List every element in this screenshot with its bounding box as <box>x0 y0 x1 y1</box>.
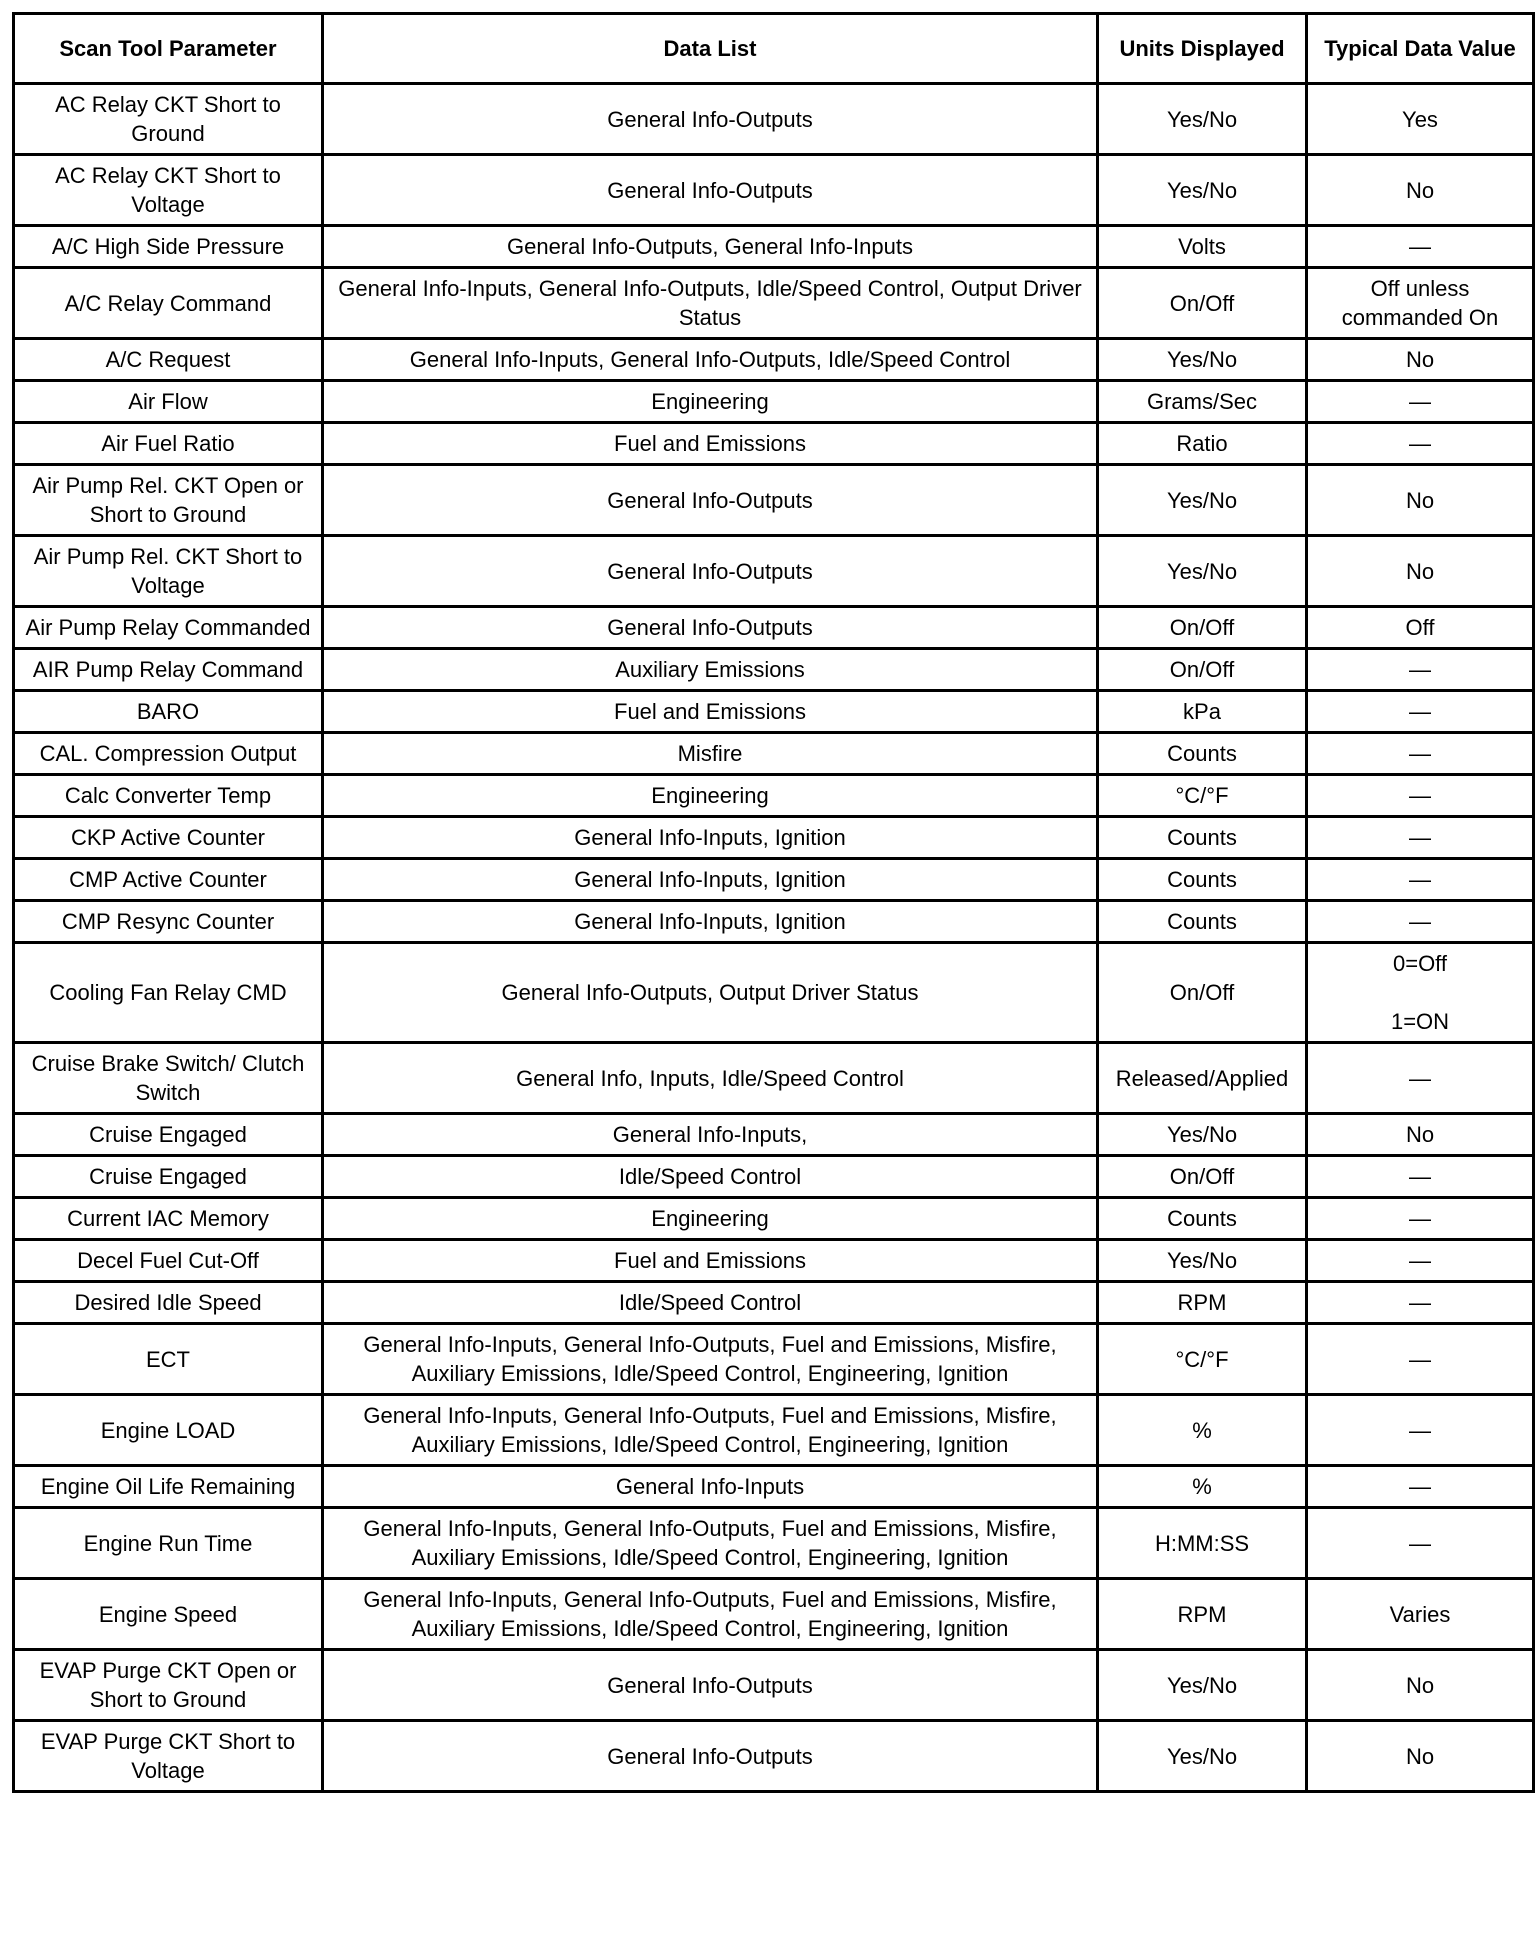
data-list-cell: Fuel and Emissions <box>323 691 1098 733</box>
table-row <box>14 268 1534 339</box>
typical-value-cell: — <box>1307 1198 1534 1240</box>
scan-tool-parameter-table <box>12 12 1535 1793</box>
parameter-cell: EVAP Purge CKT Short to Voltage <box>14 1721 323 1792</box>
parameter-cell: Cruise Engaged <box>14 1114 323 1156</box>
parameter-cell: A/C Relay Command <box>14 268 323 339</box>
table-row <box>14 84 1534 155</box>
table-row <box>14 1721 1534 1792</box>
data-list-cell: General Info-Outputs <box>323 84 1098 155</box>
parameter-cell: CMP Resync Counter <box>14 901 323 943</box>
units-cell: Ratio <box>1098 423 1307 465</box>
parameter-cell: Engine LOAD <box>14 1395 323 1466</box>
data-list-cell: General Info-Outputs, Output Driver Status <box>323 943 1098 1043</box>
data-list-cell: General Info-Inputs, General Info-Outputs, Fuel and Emissions, Misfire, Auxiliary Emissions, Idle/Speed Control, Engineering, Ignition <box>323 1579 1098 1650</box>
parameter-cell: Air Pump Rel. CKT Short to Voltage <box>14 536 323 607</box>
header-parameter: Scan Tool Parameter <box>14 14 323 84</box>
typical-value-cell: Off unless commanded On <box>1307 268 1534 339</box>
header-typical-value: Typical Data Value <box>1307 14 1534 84</box>
table-row <box>14 1324 1534 1395</box>
units-cell: Yes/No <box>1098 1650 1307 1721</box>
data-list-cell: General Info-Inputs, General Info-Outputs, Fuel and Emissions, Misfire, Auxiliary Emissions, Idle/Speed Control, Engineering, Ignition <box>323 1395 1098 1466</box>
typical-value-cell: — <box>1307 691 1534 733</box>
typical-value-cell: No <box>1307 465 1534 536</box>
parameter-cell: BARO <box>14 691 323 733</box>
data-list-cell: Engineering <box>323 381 1098 423</box>
typical-value-cell: — <box>1307 1508 1534 1579</box>
parameter-cell: Decel Fuel Cut-Off <box>14 1240 323 1282</box>
data-list-cell: Engineering <box>323 775 1098 817</box>
parameter-cell: CMP Active Counter <box>14 859 323 901</box>
parameter-cell: AC Relay CKT Short to Ground <box>14 84 323 155</box>
table-row <box>14 775 1534 817</box>
data-list-cell: Idle/Speed Control <box>323 1156 1098 1198</box>
table-row <box>14 1198 1534 1240</box>
parameter-cell: Air Pump Rel. CKT Open or Short to Ground <box>14 465 323 536</box>
units-cell: Yes/No <box>1098 1721 1307 1792</box>
table-row <box>14 1282 1534 1324</box>
header-units: Units Displayed <box>1098 14 1307 84</box>
typical-value-cell: No <box>1307 1721 1534 1792</box>
units-cell: On/Off <box>1098 607 1307 649</box>
units-cell: Volts <box>1098 226 1307 268</box>
data-list-cell: General Info-Inputs, General Info-Outputs, Fuel and Emissions, Misfire, Auxiliary Emissions, Idle/Speed Control, Engineering, Ignition <box>323 1324 1098 1395</box>
units-cell: Yes/No <box>1098 1240 1307 1282</box>
units-cell: Yes/No <box>1098 1114 1307 1156</box>
units-cell: Released/Applied <box>1098 1043 1307 1114</box>
table-row <box>14 859 1534 901</box>
parameter-cell: A/C Request <box>14 339 323 381</box>
table-row <box>14 943 1534 1043</box>
table-row <box>14 1466 1534 1508</box>
data-list-cell: Misfire <box>323 733 1098 775</box>
data-list-cell: General Info-Outputs <box>323 465 1098 536</box>
units-cell: On/Off <box>1098 943 1307 1043</box>
units-cell: On/Off <box>1098 649 1307 691</box>
units-cell: RPM <box>1098 1282 1307 1324</box>
table-row <box>14 1650 1534 1721</box>
typical-value-cell: Off <box>1307 607 1534 649</box>
typical-value-cell: — <box>1307 859 1534 901</box>
typical-value-cell: — <box>1307 733 1534 775</box>
table-row <box>14 1395 1534 1466</box>
units-cell: RPM <box>1098 1579 1307 1650</box>
typical-value-cell: — <box>1307 1156 1534 1198</box>
parameter-cell: Cruise Brake Switch/ Clutch Switch <box>14 1043 323 1114</box>
parameter-cell: Calc Converter Temp <box>14 775 323 817</box>
data-list-cell: General Info-Outputs <box>323 1721 1098 1792</box>
parameter-cell: Desired Idle Speed <box>14 1282 323 1324</box>
data-list-cell: General Info-Inputs <box>323 1466 1098 1508</box>
data-list-cell: Idle/Speed Control <box>323 1282 1098 1324</box>
header-data-list: Data List <box>323 14 1098 84</box>
table-row <box>14 1114 1534 1156</box>
data-list-cell: Fuel and Emissions <box>323 423 1098 465</box>
parameter-cell: CKP Active Counter <box>14 817 323 859</box>
typical-value-cell: — <box>1307 1240 1534 1282</box>
typical-value-cell: 0=Off 1=ON <box>1307 943 1534 1043</box>
data-list-cell: General Info-Inputs, General Info-Outputs, Fuel and Emissions, Misfire, Auxiliary Emissions, Idle/Speed Control, Engineering, Ignition <box>323 1508 1098 1579</box>
typical-value-cell: — <box>1307 817 1534 859</box>
typical-value-cell: — <box>1307 423 1534 465</box>
units-cell: On/Off <box>1098 1156 1307 1198</box>
units-cell: kPa <box>1098 691 1307 733</box>
table-row <box>14 465 1534 536</box>
parameter-cell: Air Fuel Ratio <box>14 423 323 465</box>
typical-value-cell: No <box>1307 155 1534 226</box>
table-row <box>14 423 1534 465</box>
data-list-cell: General Info, Inputs, Idle/Speed Control <box>323 1043 1098 1114</box>
table-row <box>14 901 1534 943</box>
data-list-cell: General Info-Outputs <box>323 536 1098 607</box>
parameter-cell: Air Pump Relay Commanded <box>14 607 323 649</box>
data-list-cell: General Info-Outputs, General Info-Inputs <box>323 226 1098 268</box>
parameter-cell: CAL. Compression Output <box>14 733 323 775</box>
parameter-cell: AIR Pump Relay Command <box>14 649 323 691</box>
units-cell: °C/°F <box>1098 775 1307 817</box>
table-row <box>14 339 1534 381</box>
units-cell: H:MM:SS <box>1098 1508 1307 1579</box>
data-list-cell: General Info-Outputs <box>323 155 1098 226</box>
typical-value-cell: No <box>1307 1650 1534 1721</box>
units-cell: Yes/No <box>1098 155 1307 226</box>
units-cell: Yes/No <box>1098 339 1307 381</box>
typical-value-cell: — <box>1307 775 1534 817</box>
table-row <box>14 691 1534 733</box>
table-row <box>14 226 1534 268</box>
typical-value-cell: — <box>1307 901 1534 943</box>
data-list-cell: General Info-Outputs <box>323 1650 1098 1721</box>
parameter-cell: Cooling Fan Relay CMD <box>14 943 323 1043</box>
parameter-cell: Engine Oil Life Remaining <box>14 1466 323 1508</box>
table-row <box>14 1240 1534 1282</box>
table-row <box>14 1043 1534 1114</box>
typical-value-cell: No <box>1307 339 1534 381</box>
table-row <box>14 1508 1534 1579</box>
parameter-cell: A/C High Side Pressure <box>14 226 323 268</box>
typical-value-cell: — <box>1307 1466 1534 1508</box>
units-cell: Counts <box>1098 859 1307 901</box>
parameter-cell: ECT <box>14 1324 323 1395</box>
table-row <box>14 607 1534 649</box>
data-list-cell: General Info-Inputs, Ignition <box>323 901 1098 943</box>
data-list-cell: General Info-Inputs, General Info-Outputs, Idle/Speed Control <box>323 339 1098 381</box>
typical-value-cell: — <box>1307 226 1534 268</box>
typical-value-cell: Varies <box>1307 1579 1534 1650</box>
parameter-cell: Engine Speed <box>14 1579 323 1650</box>
units-cell: Yes/No <box>1098 84 1307 155</box>
table-body <box>14 84 1534 1792</box>
typical-value-cell: — <box>1307 381 1534 423</box>
units-cell: °C/°F <box>1098 1324 1307 1395</box>
table-row <box>14 649 1534 691</box>
data-list-cell: General Info-Inputs, <box>323 1114 1098 1156</box>
table-row <box>14 1156 1534 1198</box>
parameter-cell: Current IAC Memory <box>14 1198 323 1240</box>
typical-value-cell: No <box>1307 536 1534 607</box>
data-list-cell: Fuel and Emissions <box>323 1240 1098 1282</box>
data-list-cell: Auxiliary Emissions <box>323 649 1098 691</box>
units-cell: Grams/Sec <box>1098 381 1307 423</box>
units-cell: Counts <box>1098 733 1307 775</box>
table-row <box>14 536 1534 607</box>
units-cell: % <box>1098 1466 1307 1508</box>
table-row <box>14 1579 1534 1650</box>
typical-value-cell: — <box>1307 1324 1534 1395</box>
typical-value-cell: — <box>1307 1043 1534 1114</box>
table-row <box>14 155 1534 226</box>
typical-value-cell: Yes <box>1307 84 1534 155</box>
parameter-cell: Cruise Engaged <box>14 1156 323 1198</box>
table-row <box>14 381 1534 423</box>
units-cell: Yes/No <box>1098 465 1307 536</box>
parameter-cell: Air Flow <box>14 381 323 423</box>
units-cell: On/Off <box>1098 268 1307 339</box>
units-cell: Counts <box>1098 817 1307 859</box>
units-cell: % <box>1098 1395 1307 1466</box>
header-row <box>14 14 1534 84</box>
data-list-cell: General Info-Inputs, General Info-Outputs, Idle/Speed Control, Output Driver Status <box>323 268 1098 339</box>
typical-value-cell: — <box>1307 1282 1534 1324</box>
data-list-cell: General Info-Outputs <box>323 607 1098 649</box>
data-list-cell: Engineering <box>323 1198 1098 1240</box>
parameter-cell: EVAP Purge CKT Open or Short to Ground <box>14 1650 323 1721</box>
units-cell: Yes/No <box>1098 536 1307 607</box>
typical-value-cell: No <box>1307 1114 1534 1156</box>
table-row <box>14 817 1534 859</box>
typical-value-cell: — <box>1307 649 1534 691</box>
typical-value-cell: — <box>1307 1395 1534 1466</box>
parameter-cell: AC Relay CKT Short to Voltage <box>14 155 323 226</box>
units-cell: Counts <box>1098 901 1307 943</box>
units-cell: Counts <box>1098 1198 1307 1240</box>
data-list-cell: General Info-Inputs, Ignition <box>323 859 1098 901</box>
data-list-cell: General Info-Inputs, Ignition <box>323 817 1098 859</box>
parameter-cell: Engine Run Time <box>14 1508 323 1579</box>
table-row <box>14 733 1534 775</box>
